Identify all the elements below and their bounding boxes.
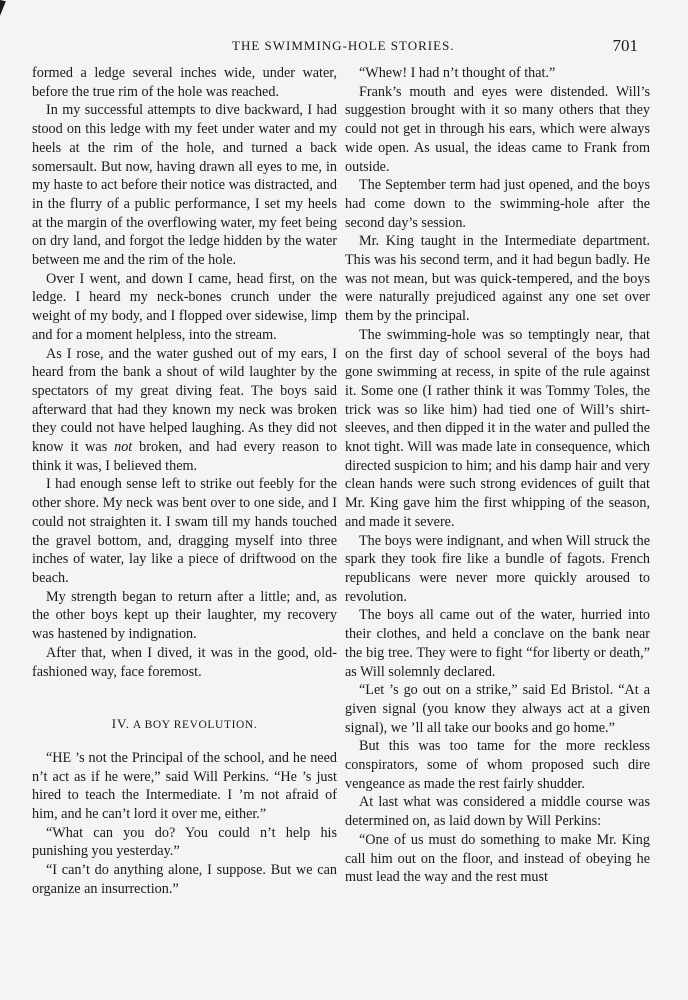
page-header	[0, 38, 688, 58]
paragraph: “I can’t do anything alone, I suppose. But we can organize an insurrection.”	[32, 862, 337, 897]
paragraph: The boys were indignant, and when Will struck the spark they took fire like a bundle of fagots. French republicans were never more quickly aroused to revolution.	[345, 532, 650, 605]
running-title: THE SWIMMING-HOLE STORIES.	[232, 38, 455, 53]
page-number: 701	[612, 36, 638, 55]
emphasis: not	[114, 439, 133, 456]
paragraph: The boys all came out of the water, hurried into their clothes, and held a conclave on the bank near the big tree. They were to fight “for liberty or death,” as Will solemnly declared.	[345, 607, 650, 680]
paragraph: After that, when I dived, it was in the good, old-fashioned way, face foremost.	[32, 644, 337, 680]
paragraph: In my successful attempts to dive backward, I had stood on this ledge with my feet under water and my heels at the rim of the hole, and turned a back somersault. But now, having drawn all eyes to me, in my haste to act before their notice was distracted, and in the flurry of a public performance, I set my heels at the margin of the overflowing water, my feet being on dry land, and forgot the ledge hidden by the water between me and the rim of the hole.	[32, 102, 337, 269]
paragraph: But this was too tame for the more reckless conspirators, some of whom proposed such dire vengeance as made the rest fairly shudder.	[345, 738, 650, 792]
paragraph: Mr. King taught in the Intermediate department. This was his second term, and it had begun badly. He was not mean, but was quick-tempered, and the boys were naturally prejudiced against any one set over them by the principal.	[345, 233, 650, 325]
paragraph: The September term had just opened, and the boys had come down to the swimming-hole after the second day’s session.	[345, 177, 650, 231]
paragraph: “Whew! I had n’t thought of that.”	[359, 65, 556, 81]
paragraph: Frank’s mouth and eyes were distended. Will’s suggestion brought with it so many others that they could not get in through his ears, which were always wide open. As usual, the ideas came to Frank from outside.	[345, 83, 650, 175]
paragraph: Over I went, and down I came, head first, on the ledge. I heard my neck-bones crunch under the weight of my body, and I flopped over sidewise, limp and for a moment helpless, into the stream.	[32, 270, 337, 343]
section-heading	[32, 715, 337, 735]
paragraph: formed a ledge several inches wide, under water, before the true rim of the hole was reached.	[32, 65, 337, 100]
text-run: As I rose, and the water gushed out of my ears, I heard from the bank a shout of wild laughter by the spectators of my great diving feat. The boys said afterward that had they known my neck was broken they could not have helped laughing. As they did not know it was	[32, 345, 337, 456]
paragraph: I had enough sense left to strike out feebly for the other shore. My neck was bent over to one side, and I could not straighten it. I swam till my hands touched the gravel bottom, and, dragging myself into three inches of water, lay like a piece of driftwood on the beach.	[32, 476, 337, 586]
left-column	[32, 64, 337, 899]
paragraph	[32, 345, 337, 476]
paragraph: My strength began to return after a little; and, as the other boys kept up their laughter, my recovery was hastened by indignation.	[32, 588, 337, 643]
section-title: A BOY REVOLUTION.	[132, 719, 258, 732]
section-numeral: IV.	[111, 716, 130, 732]
paragraph: “One of us must do something to make Mr. King call him out on the floor, and instead of obeying he must lead the way and the rest must	[345, 831, 650, 886]
paragraph: “What can you do? You could n’t help his punishing you yesterday.”	[32, 824, 337, 860]
paragraph: At last what was considered a middle course was determined on, as laid down by Will Perkins:	[345, 794, 650, 830]
right-column	[345, 64, 650, 887]
paragraph: The swimming-hole was so temptingly near, that on the first day of school several of the boys had gone swimming at recess, in spite of the rule against it. Some one (I rather think it was Tommy Toles, the trick was so like him) had tied one of Will’s shirt-sleeves, and then dipped it in the water and pulled the knot tight. Will was made late in consequence, which directed suspicion to him; and his damp hair and very clean hands were such strong evidences of guilt that Mr. King gave him the first whipping of the season, and made it severe.	[345, 326, 650, 530]
paragraph: “HE ’s not the Principal of the school, and he need n’t act as if he were,” said Will Perkins. “He ’s just hired to teach the Intermediate. I ’m not afraid of him, and he can’t lord it over me, either.”	[32, 749, 337, 823]
paragraph: “Let ’s go out on a strike,” said Ed Bristol. “At a given signal (you know they always act at a given signal), we ’ll all take our books and go home.”	[345, 682, 650, 736]
page-corner-mark	[0, 0, 6, 35]
text-run: broken, and had every reason to think it was, I believed them.	[32, 439, 337, 474]
